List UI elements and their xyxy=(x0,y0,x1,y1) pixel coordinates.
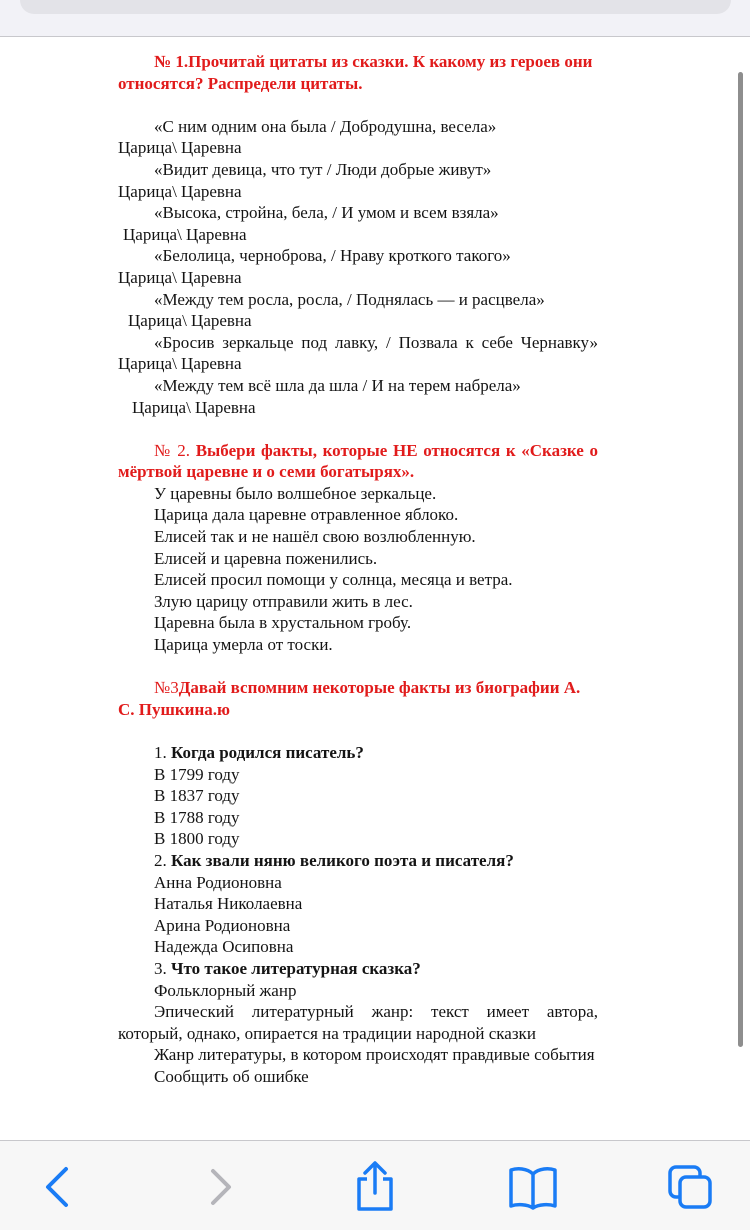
tabs-icon xyxy=(666,1163,714,1211)
share-button[interactable] xyxy=(347,1159,403,1215)
question-text: Когда родился писатель? xyxy=(171,743,364,762)
task2-fact-7[interactable]: Царевна была в хрустальном гробу. xyxy=(154,613,412,633)
question-number: 2. xyxy=(154,850,167,870)
forward-button[interactable] xyxy=(191,1159,247,1215)
task3-q2-option-2[interactable]: Наталья Николаевна xyxy=(154,894,303,914)
report-error-link[interactable]: Сообщить об ошибке xyxy=(154,1066,309,1086)
task1-quote-3: «Высока, стройна, бела, / И умом и всем взяла» xyxy=(154,203,499,223)
task1-number: № 1. xyxy=(154,52,189,71)
task1-title: Прочитай цитаты из сказки. К какому из героев они относятся? Распредели цитаты. xyxy=(118,52,593,93)
task3-q3-option-3[interactable]: Жанр литературы, в котором происходят правдивые события xyxy=(154,1045,595,1065)
task2-fact-2[interactable]: Царица дала царевне отравленное яблоко. xyxy=(154,505,459,525)
back-button[interactable] xyxy=(30,1159,86,1215)
task3-q3-option-2[interactable]: Эпический литературный жанр: текст имеет автора, который, однако, опирается на традиции народной сказки xyxy=(118,1002,598,1043)
scrollbar[interactable] xyxy=(738,72,743,1047)
task3-question-1 xyxy=(118,742,598,764)
task1-quote-2: «Видит девица, что тут / Люди добрые живут» xyxy=(154,159,492,179)
task1-answer-7[interactable]: Царица\ Царевна xyxy=(132,397,256,417)
task1-quote-4: «Белолица, черноброва, / Нраву кроткого такого» xyxy=(154,246,511,266)
task1-answer-5[interactable]: Царица\ Царевна xyxy=(128,311,252,331)
share-icon xyxy=(353,1161,397,1213)
task3-q1-option-1[interactable]: В 1799 году xyxy=(154,764,240,784)
bookmarks-button[interactable] xyxy=(505,1159,561,1215)
bookmarks-icon xyxy=(507,1164,559,1210)
task3-q1-option-4[interactable]: В 1800 году xyxy=(154,829,240,849)
task2-fact-5[interactable]: Елисей просил помощи у солнца, месяца и ветра. xyxy=(154,570,513,590)
task2-title: Выбери факты, которые НЕ относятся к «Сказке о мёртвой царевне и о семи богатырях». xyxy=(118,440,598,482)
task3-q3-option-1[interactable]: Фольклорный жанр xyxy=(154,980,297,1000)
question-text: Как звали няню великого поэта и писателя? xyxy=(171,850,514,870)
task3-question-2 xyxy=(118,850,598,872)
task1-answer-1[interactable]: Царица\ Царевна xyxy=(118,138,242,158)
task1-quote-1: «С ним одним она была / Добродушна, весела» xyxy=(154,116,497,136)
question-number: 3. xyxy=(154,958,167,978)
task2-fact-3[interactable]: Елисей так и не нашёл свою возлюбленную. xyxy=(154,527,476,547)
task1-answer-6[interactable]: Царица\ Царевна xyxy=(118,354,242,374)
browser-toolbar xyxy=(0,1140,750,1230)
task2-number: № 2. xyxy=(154,440,191,460)
task3-q2-option-4[interactable]: Надежда Осиповна xyxy=(154,937,294,957)
task3-heading xyxy=(118,677,598,720)
task1-answer-2[interactable]: Царица\ Царевна xyxy=(118,181,242,201)
address-bar[interactable] xyxy=(20,0,731,14)
task3-q2-option-3[interactable]: Арина Родионовна xyxy=(154,915,291,935)
document-content xyxy=(118,51,598,1088)
task1-quote-5: «Между тем росла, росла, / Поднялась — и расцвела» xyxy=(154,289,545,309)
task3-q1-option-2[interactable]: В 1837 году xyxy=(154,786,240,806)
task2-heading xyxy=(118,440,598,483)
task1-quote-6 xyxy=(118,332,598,375)
task1-heading xyxy=(118,51,598,94)
task1-quote-7: «Между тем всё шла да шла / И на терем набрела» xyxy=(154,375,521,395)
browser-top-area xyxy=(0,0,750,37)
task2-fact-1[interactable]: У царевны было волшебное зеркальце. xyxy=(154,483,437,503)
task2-fact-6[interactable]: Злую царицу отправили жить в лес. xyxy=(154,591,413,611)
task3-title: Давай вспомним некоторые факты из биографии А. С. Пушкина.ю xyxy=(118,678,581,719)
task2-fact-4[interactable]: Елисей и царевна поженились. xyxy=(154,548,378,568)
task1-answer-4[interactable]: Царица\ Царевна xyxy=(118,267,242,287)
task3-q2-option-1[interactable]: Анна Родионовна xyxy=(154,872,282,892)
task3-q1-option-3[interactable]: В 1788 году xyxy=(154,807,240,827)
tabs-button[interactable] xyxy=(662,1159,718,1215)
task3-question-3 xyxy=(118,958,598,980)
question-number: 1. xyxy=(154,743,167,762)
task2-fact-8[interactable]: Царица умерла от тоски. xyxy=(154,635,333,655)
task1-answer-3[interactable]: Царица\ Царевна xyxy=(123,224,247,244)
task1-quote-6-text: «Бросив зеркальце под лавку, / Позвала к себе Чернавку» xyxy=(154,332,598,352)
task3-number: №3 xyxy=(154,678,179,698)
forward-arrow-icon xyxy=(199,1165,239,1209)
question-text: Что такое литературная сказка? xyxy=(171,958,421,978)
back-arrow-icon xyxy=(38,1165,78,1209)
